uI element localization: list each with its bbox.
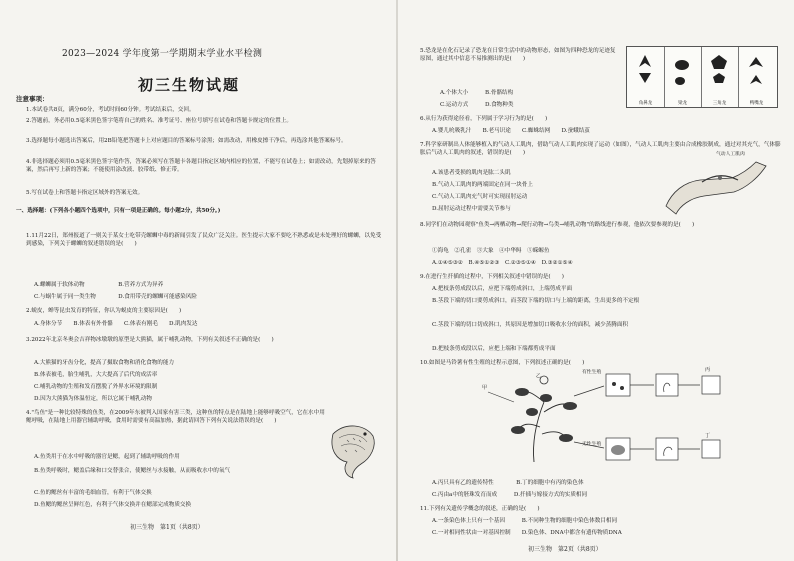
option-row: D.鱼鳃的鳃丝呈鲜红色，有利于气体交换并在鳃部完成物质交换 bbox=[34, 502, 192, 508]
question: 3.2022年北京冬奥会吉祥物冰墩墩的原型是大熊猫，属于哺乳动物，下列有关叙述不正确的是( ) bbox=[26, 337, 274, 343]
footprint-cell bbox=[701, 47, 739, 107]
option-row: C.哺乳动物的生殖和发育摆脱了外界水环境的限制 bbox=[34, 384, 158, 390]
figure-label: 丁 bbox=[705, 433, 711, 439]
option-row: C.气动人工肌肉充气时可实现屈肘运动 bbox=[432, 194, 528, 200]
option-row: A.螺蛳属于软体动物 B.营养方式为异养 bbox=[34, 282, 164, 288]
notice-item: 4.非选择题必须用0.5毫米黑色签字笔作答，答案必须写在答题卡各题目指定区域内相应的位置，不能写在试卷上；如需改动，先划掉原来的答案，然后再写上新的答案；不能使用涂改液、胶带纸、修正带。 bbox=[26, 159, 376, 173]
question: 11.下列有关遗传学概念的叙述，正确的是( ) bbox=[420, 506, 540, 512]
figure-label: 有性生殖 bbox=[582, 370, 602, 375]
notice-heading: 注意事项： bbox=[16, 95, 49, 103]
option-row: C.茎段下端的切口切成斜口，其原因是增加切口吸收水分的面积，减少蒸腾面积 bbox=[432, 322, 629, 328]
option-row: C.丙由a中的胚珠发育而成 D.扦插与嫁接方式的实质相同 bbox=[432, 492, 588, 498]
figure-label: 乙 bbox=[536, 374, 541, 379]
question: 6.从行为获得途径看，下列属于学习行为的是( ) bbox=[420, 116, 548, 122]
option-row: A.丙只具有乙的遗传特性 B.丁的细胞中有丙的染色体 bbox=[432, 480, 584, 486]
option-row: A.鱼类用于在水中呼吸的器官是鳃，起到了辅助呼吸的作用 bbox=[34, 454, 180, 460]
option-row: D.屈肘运动过程中需要关节参与 bbox=[432, 206, 511, 212]
dinosaur-footprint-figure bbox=[626, 46, 778, 108]
footprint-cell bbox=[738, 47, 775, 107]
option-row: ①海龟 ②孔雀 ③大象 ④中华鲟 ⑤蝾螈鱼 bbox=[432, 248, 550, 254]
exam-title: 初三生物试题 bbox=[138, 76, 241, 94]
question: 10.如图是马铃薯有性生殖的过程示意图，下列叙述正确的是( ) bbox=[420, 360, 585, 366]
option-row: C.鱼的鳃丝有丰富的毛细血管，有利于气体交换 bbox=[34, 490, 152, 496]
option-row: A.把枝条剪成段以后，应把下端剪成斜口，上端剪成平面 bbox=[432, 286, 573, 292]
notice-item: 2.答题前，务必用0.5毫米黑色签字笔将自己的姓名、准考证号、座位号填写在试卷和答题卡规定的位置上。 bbox=[26, 118, 292, 124]
question: 2.蜕皮，蝉等昆虫发育的特征，你认为蜕皮的主要原因是( ) bbox=[26, 308, 182, 314]
section-heading: 一、选择题：(下列各小题四个选项中，只有一项是正确的。每小题2分，共50分。) bbox=[16, 208, 221, 214]
option-row: B.体表被毛，胎生哺乳，大大提高了后代的成活率 bbox=[34, 372, 158, 378]
option-row: A.大熊猫的牙齿分化，提高了摄取食物和消化食物的能力 bbox=[34, 360, 175, 366]
question: 4."鸟鱼"是一种比较特殊的鱼类，在2009年东被判入国家有害三类，这种鱼的特点是在陆地上能够呼吸空气，它在水中用鳃呼吸，在陆地上用器官辅助呼吸，食用时需要有高温加热，据此请回答下列有关说法错误的是( ) bbox=[26, 410, 325, 424]
exam-year-line: 2023—2024 学年度第一学期期末学业水平检测 bbox=[62, 49, 263, 59]
snakehead-fish-figure bbox=[325, 420, 383, 480]
option-row: A.该患者受损的肌肉是肱二头肌 bbox=[432, 170, 511, 176]
page-footer: 初三生物 第1页（共8页） bbox=[130, 524, 204, 531]
footprint-icon bbox=[701, 47, 738, 95]
figure-label: 丙 bbox=[705, 367, 711, 373]
footprint-icon bbox=[664, 47, 701, 95]
option-row: A.身体分节 B.体表有外骨骼 C.体表有刚毛 D.肌肉发达 bbox=[34, 321, 198, 327]
question: 1.11月22日，郑州报道了一则关于某女士吃带壳螺蛳中毒的新闻引发了民众广泛关注。医生提示大家不要吃不熟悉或是未处理好的螺蛳，以免受到感染，下列关于螺蛳的叙述错误的是( ) bbox=[26, 233, 382, 247]
notice-item: 1.本试卷共8页，满分60分，考试时间60分钟。考试结束后，交回。 bbox=[26, 107, 195, 113]
notice-item: 3.选择题每小题选出答案后，用2B铅笔把答题卡上对应题目的答案标号涂黑；如需改动，用橡皮擦干净后，再选涂其他答案标号。 bbox=[26, 138, 347, 144]
notice-item: 5.写在试卷上和答题卡指定区域外的答案无效。 bbox=[26, 190, 144, 196]
option-row: C.一对相同性状由一对基因控制 D.染色体、DNA中都含有遗传物质DNA bbox=[432, 530, 622, 536]
option-row: C.运动方式 D.食物种类 bbox=[440, 102, 514, 108]
option-row: A.婴儿吮吸乳汁 B.老马识途 C.蜘蛛结网 D.蚕蛾结茧 bbox=[432, 128, 590, 134]
option-row: A.一条染色体上只有一个基因 B.不同种生物的细胞中染色体数目相同 bbox=[432, 518, 618, 524]
option-row: B.鱼类呼吸时，鳃盖后缘和口交替张合，使鳃丝与水接触，从而吸收水中的氧气 bbox=[34, 468, 231, 474]
footprint-cell bbox=[627, 47, 665, 107]
option-row: A.①④⑤③② B.④⑤①②③ C.②③⑤①④ D.③②①⑤④ bbox=[432, 260, 573, 266]
figure-label: 无性生殖 bbox=[582, 442, 602, 447]
option-row: D.把枝条剪成段以后，应把上端和下端都剪成平面 bbox=[432, 346, 556, 352]
page-footer: 初三生物 第2页（共8页） bbox=[528, 546, 602, 553]
option-row: C.与蜗牛属于同一类生物 D.食用带壳的螺蛳可能感染风险 bbox=[34, 294, 197, 300]
question: 8.同学们在动物园观察"鱼类→两栖动物→爬行动物→鸟类→哺乳动物"的路线进行参观，他依次要参观的是( ) bbox=[420, 222, 695, 228]
figure-label: 鸭嘴龙 bbox=[749, 101, 764, 106]
option-row: B.气动人工肌肉的两端固定在同一块骨上 bbox=[432, 182, 533, 188]
question: 7.科学家研制出人体能够植入的气动人工肌肉，借助气动人工肌肉实现了运动（如图），气动人工肌肉主要由合成橡胶制成，通过对其充气，气体膨胀后气动人工肌肉的叙述，错误的是( ) bbox=[420, 142, 781, 156]
option-row: D.因为大熊猫为体温恒定，所以它属于哺乳动物 bbox=[34, 396, 152, 402]
page-fold bbox=[396, 0, 398, 561]
figure-label: 甲 bbox=[482, 385, 488, 391]
footprint-icon bbox=[627, 47, 664, 95]
figure-label: 气动人工肌肉 bbox=[716, 152, 745, 157]
figure-label: 三角龙 bbox=[712, 101, 727, 106]
artificial-muscle-figure bbox=[662, 156, 780, 216]
figure-label: 梁龙 bbox=[678, 101, 687, 106]
option-row: B.茎段下端的切口要剪成斜口，而茎段下端的切口与上端的距离，生出更多的不定根 bbox=[432, 298, 640, 304]
question: 5.恐龙是在化石记录了恐龙在日常生活中的动物形态，如图为四种恐龙的足迹复原图，通过其中信息不易推测出的是( ) bbox=[420, 48, 616, 62]
figure-label: 角鼻龙 bbox=[638, 101, 653, 106]
option-row: A.个体大小 B.骨骼结构 bbox=[440, 90, 514, 96]
footprint-icon bbox=[738, 47, 775, 95]
potato-reproduction-figure bbox=[474, 372, 724, 472]
question: 9.在进行生扦插的过程中，下列相关叙述中错误的是( ) bbox=[420, 274, 564, 280]
footprint-cell bbox=[664, 47, 702, 107]
